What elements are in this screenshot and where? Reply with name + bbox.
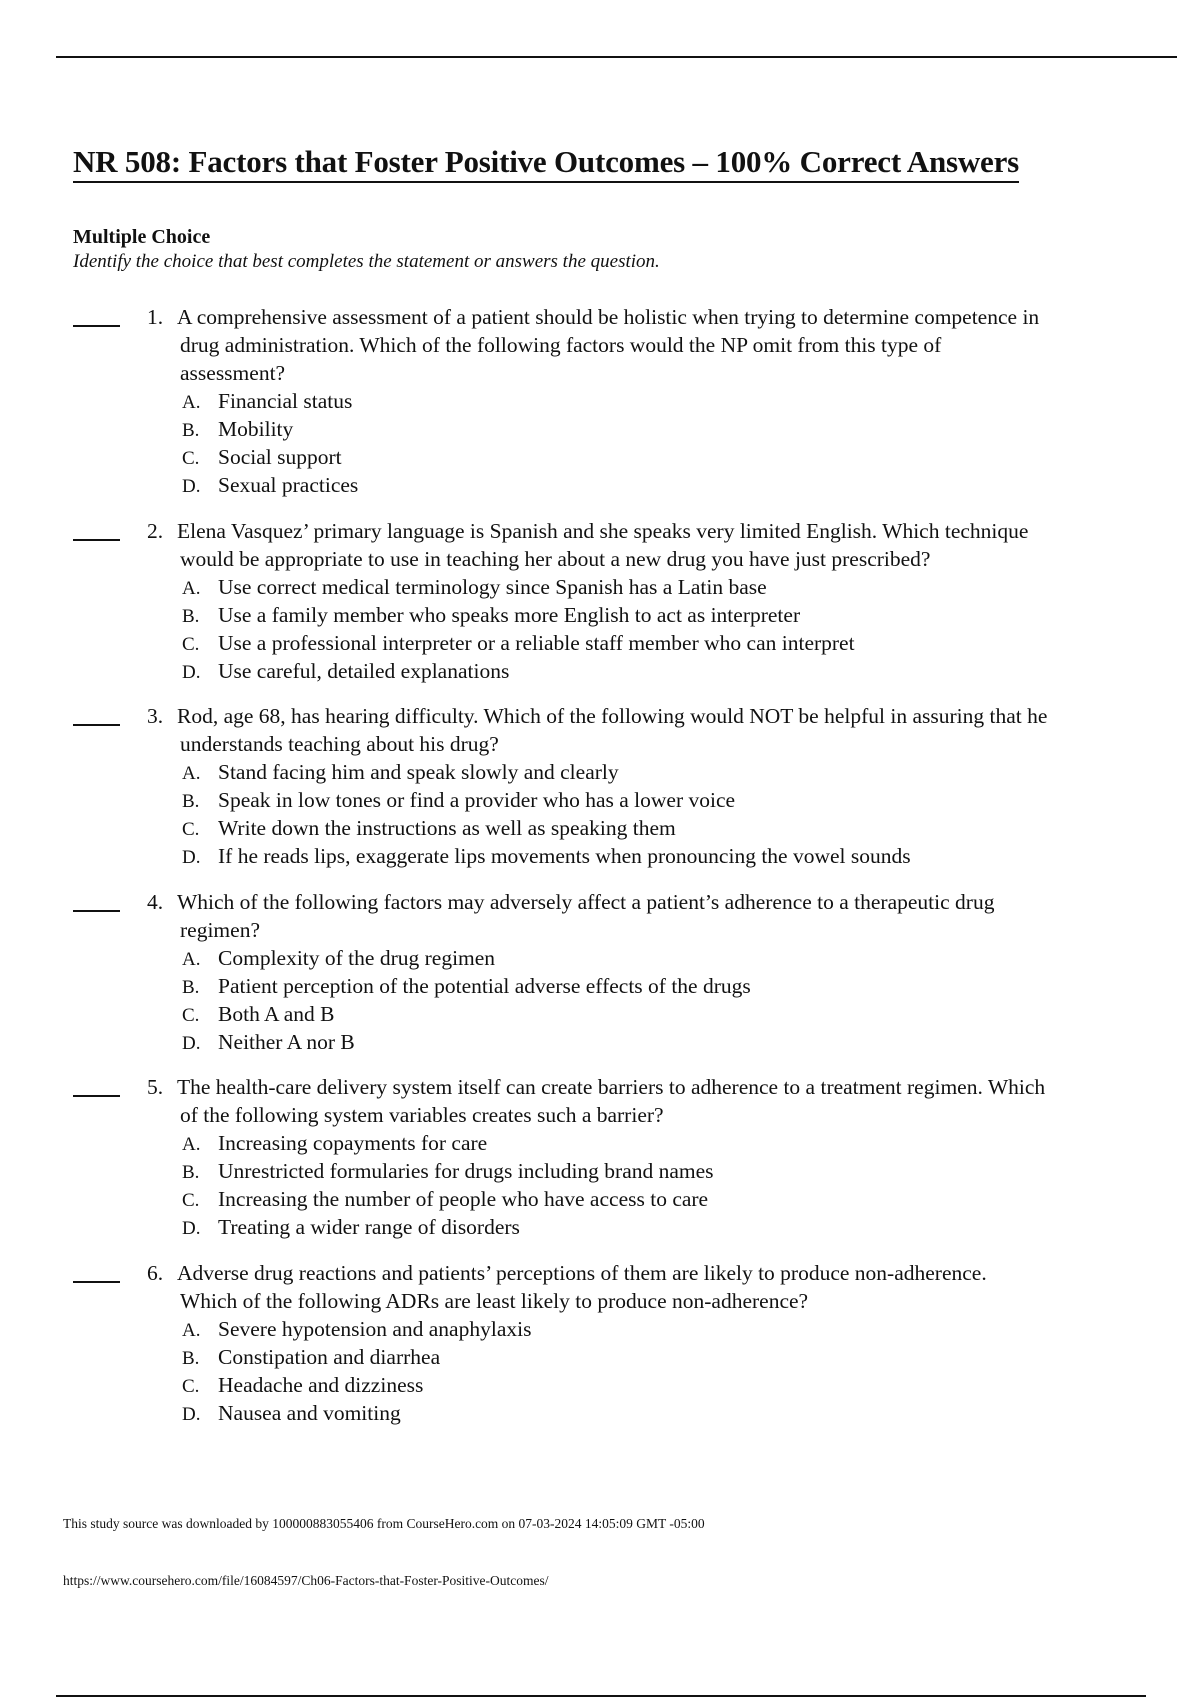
choice-text: Increasing copayments for care bbox=[218, 1131, 488, 1155]
choice-text: Nausea and vomiting bbox=[218, 1401, 401, 1425]
choice-text: Mobility bbox=[218, 417, 294, 441]
question-number: 1. bbox=[147, 305, 164, 329]
choice-letter: A. bbox=[182, 763, 201, 784]
choice-letter: C. bbox=[182, 1190, 200, 1211]
choice-b[interactable] bbox=[182, 601, 855, 629]
question-number: 5. bbox=[147, 1075, 164, 1099]
question-text-line: regimen? bbox=[180, 918, 260, 942]
choice-a[interactable] bbox=[182, 944, 751, 972]
choice-letter: A. bbox=[182, 1134, 201, 1155]
choice-c[interactable] bbox=[182, 443, 358, 471]
choice-text: Patient perception of the potential adverse effects of the drugs bbox=[218, 974, 751, 998]
question-text-line: The health-care delivery system itself can create barriers to adherence to a treatment regimen. Which bbox=[177, 1075, 1046, 1099]
question-number: 2. bbox=[147, 519, 164, 543]
choice-d[interactable] bbox=[182, 842, 911, 870]
choice-letter: D. bbox=[182, 1033, 201, 1054]
choice-text: Constipation and diarrhea bbox=[218, 1345, 441, 1369]
question-number: 6. bbox=[147, 1261, 164, 1285]
choice-b[interactable] bbox=[182, 1157, 714, 1185]
choice-list bbox=[182, 387, 358, 499]
choice-list bbox=[182, 573, 855, 685]
question-text-line: would be appropriate to use in teaching her about a new drug you have just prescribed? bbox=[180, 547, 931, 571]
choice-text: Treating a wider range of disorders bbox=[218, 1215, 520, 1239]
question-text-line: of the following system variables creates such a barrier? bbox=[180, 1103, 664, 1127]
choice-b[interactable] bbox=[182, 1343, 531, 1371]
choice-a[interactable] bbox=[182, 1129, 714, 1157]
choice-list bbox=[182, 944, 751, 1056]
choice-text: Use a professional interpreter or a reliable staff member who can interpret bbox=[218, 631, 855, 655]
section-heading: Multiple Choice bbox=[73, 226, 211, 248]
answer-blank[interactable] bbox=[73, 325, 120, 327]
answer-blank[interactable] bbox=[73, 1281, 120, 1283]
choice-letter: C. bbox=[182, 448, 200, 469]
choice-letter: A. bbox=[182, 578, 201, 599]
choice-list bbox=[182, 758, 911, 870]
question-text bbox=[177, 1259, 1160, 1315]
choice-letter: D. bbox=[182, 476, 201, 497]
choice-list bbox=[182, 1129, 714, 1241]
choice-text: Complexity of the drug regimen bbox=[218, 946, 496, 970]
question-text-line: Elena Vasquez’ primary language is Spanish and she speaks very limited English. Which technique bbox=[177, 519, 1029, 543]
choice-letter: B. bbox=[182, 606, 200, 627]
question-text-line: understands teaching about his drug? bbox=[180, 732, 499, 756]
choice-text: Write down the instructions as well as speaking them bbox=[218, 816, 676, 840]
choice-letter: B. bbox=[182, 791, 200, 812]
question-text bbox=[177, 1073, 1160, 1129]
choice-letter: D. bbox=[182, 1404, 201, 1425]
choice-text: Use careful, detailed explanations bbox=[218, 659, 510, 683]
instructions-text: Identify the choice that best completes the statement or answers the question. bbox=[73, 251, 660, 272]
answer-blank[interactable] bbox=[73, 539, 120, 541]
choice-text: Neither A nor B bbox=[218, 1030, 355, 1054]
choice-c[interactable] bbox=[182, 1371, 531, 1399]
top-rule bbox=[56, 56, 1177, 58]
choice-a[interactable] bbox=[182, 758, 911, 786]
question-text bbox=[177, 888, 1160, 944]
choice-letter: A. bbox=[182, 1320, 201, 1341]
answer-blank[interactable] bbox=[73, 724, 120, 726]
choice-text: Use a family member who speaks more English to act as interpreter bbox=[218, 603, 801, 627]
choice-letter: B. bbox=[182, 1348, 200, 1369]
choice-b[interactable] bbox=[182, 415, 358, 443]
question-text-line: A comprehensive assessment of a patient should be holistic when trying to determine competence in bbox=[177, 305, 1040, 329]
choice-d[interactable] bbox=[182, 1399, 531, 1427]
choice-letter: C. bbox=[182, 1376, 200, 1397]
choice-list bbox=[182, 1315, 531, 1427]
choice-text: Social support bbox=[218, 445, 342, 469]
choice-letter: C. bbox=[182, 634, 200, 655]
source-url[interactable]: https://www.coursehero.com/file/16084597/Ch06-Factors-that-Foster-Positive-Outcomes/ bbox=[63, 1573, 549, 1588]
choice-letter: D. bbox=[182, 662, 201, 683]
choice-d[interactable] bbox=[182, 471, 358, 499]
choice-letter: B. bbox=[182, 420, 200, 441]
choice-c[interactable] bbox=[182, 1000, 751, 1028]
download-source-note: This study source was downloaded by 100000883055406 from CourseHero.com on 07-03-2024 14:05:09 GMT -05:00 bbox=[63, 1516, 705, 1531]
choice-letter: D. bbox=[182, 847, 201, 868]
bottom-rule bbox=[56, 1695, 1146, 1697]
choice-text: Headache and dizziness bbox=[218, 1373, 424, 1397]
question-text-line: Rod, age 68, has hearing difficulty. Which of the following would NOT be helpful in assuring that he bbox=[177, 704, 1048, 728]
choice-d[interactable] bbox=[182, 1213, 714, 1241]
question-text-line: Adverse drug reactions and patients’ perceptions of them are likely to produce non-adherence. bbox=[177, 1261, 987, 1285]
choice-letter: C. bbox=[182, 1005, 200, 1026]
question-text-line: assessment? bbox=[180, 361, 286, 385]
choice-a[interactable] bbox=[182, 573, 855, 601]
question-text bbox=[177, 702, 1160, 758]
answer-blank[interactable] bbox=[73, 910, 120, 912]
choice-d[interactable] bbox=[182, 657, 855, 685]
choice-c[interactable] bbox=[182, 814, 911, 842]
question-text-line: drug administration. Which of the following factors would the NP omit from this type of bbox=[180, 333, 942, 357]
choice-b[interactable] bbox=[182, 972, 751, 1000]
choice-b[interactable] bbox=[182, 786, 911, 814]
choice-text: If he reads lips, exaggerate lips movements when pronouncing the vowel sounds bbox=[218, 844, 911, 868]
choice-text: Both A and B bbox=[218, 1002, 335, 1026]
choice-text: Sexual practices bbox=[218, 473, 359, 497]
choice-c[interactable] bbox=[182, 1185, 714, 1213]
choice-a[interactable] bbox=[182, 387, 358, 415]
answer-blank[interactable] bbox=[73, 1095, 120, 1097]
question-text-line: Which of the following ADRs are least likely to produce non-adherence? bbox=[180, 1289, 809, 1313]
choice-text: Financial status bbox=[218, 389, 353, 413]
choice-letter: C. bbox=[182, 819, 200, 840]
document-title: NR 508: Factors that Foster Positive Outcomes – 100% Correct Answers bbox=[73, 144, 1019, 183]
choice-d[interactable] bbox=[182, 1028, 751, 1056]
choice-letter: B. bbox=[182, 977, 200, 998]
choice-text: Unrestricted formularies for drugs including brand names bbox=[218, 1159, 714, 1183]
choice-text: Stand facing him and speak slowly and clearly bbox=[218, 760, 619, 784]
question-text bbox=[177, 517, 1160, 573]
choice-text: Severe hypotension and anaphylaxis bbox=[218, 1317, 532, 1341]
choice-text: Use correct medical terminology since Spanish has a Latin base bbox=[218, 575, 767, 599]
question-number: 4. bbox=[147, 890, 164, 914]
choice-letter: D. bbox=[182, 1218, 201, 1239]
choice-text: Speak in low tones or find a provider who has a lower voice bbox=[218, 788, 736, 812]
question-text-line: Which of the following factors may adversely affect a patient’s adherence to a therapeutic drug bbox=[177, 890, 995, 914]
question-number: 3. bbox=[147, 704, 164, 728]
choice-c[interactable] bbox=[182, 629, 855, 657]
question-text bbox=[177, 303, 1160, 387]
choice-letter: A. bbox=[182, 949, 201, 970]
choice-text: Increasing the number of people who have access to care bbox=[218, 1187, 709, 1211]
choice-letter: B. bbox=[182, 1162, 200, 1183]
choice-a[interactable] bbox=[182, 1315, 531, 1343]
choice-letter: A. bbox=[182, 392, 201, 413]
